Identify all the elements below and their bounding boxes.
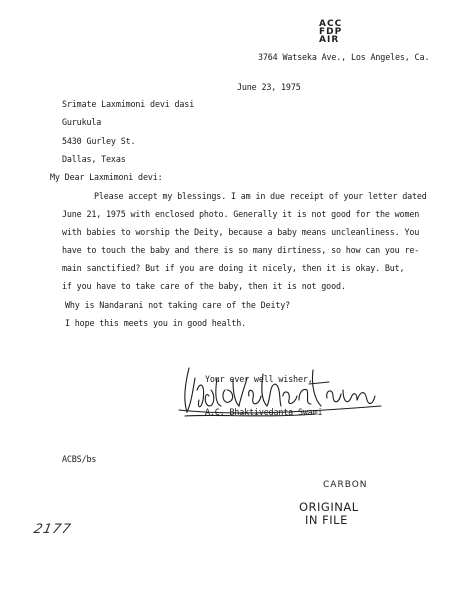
sender-address: 3764 Watseka Ave., Los Angeles, Ca.: [258, 52, 430, 62]
body-line: Why is Nandarani not taking care of the Deity?: [65, 300, 291, 310]
recipient-city: Dallas, Texas: [62, 154, 126, 164]
body-line: with babies to worship the Deity, because a baby means uncleanliness. You: [62, 227, 420, 237]
body-line: Please accept my blessings. I am in due receipt of your letter dated: [94, 191, 427, 201]
body-line: I hope this meets you in good health.: [65, 318, 247, 328]
body-line: if you have to take care of the baby, then it is not good.: [62, 281, 346, 291]
stamp-line-1: ACC: [319, 19, 343, 29]
body-line: main sanctified? But if you are doing it nicely, then it is okay. But,: [62, 263, 405, 273]
recipient-org: Gurukula: [62, 117, 102, 127]
received-stamp: [319, 20, 359, 56]
closing: Your ever well wisher,: [205, 374, 313, 384]
salutation: My Dear Laxmimoni devi:: [50, 172, 163, 182]
stamp-line-3: AIR: [319, 35, 340, 45]
in-file-stamp: IN FILE: [305, 513, 348, 527]
body-line: have to touch the baby and there is so many dirtiness, so how can you re-: [62, 245, 420, 255]
handwritten-number: 2177: [32, 522, 73, 537]
stamp-line-2: FDP: [319, 27, 343, 37]
body-line: June 21, 1975 with enclosed photo. Generally it is not good for the women: [62, 209, 420, 219]
recipient-street: 5430 Gurley St.: [62, 136, 136, 146]
typist-initials: ACBS/bs: [62, 454, 97, 464]
letter-date: June 23, 1975: [237, 82, 301, 92]
recipient-name: Srimate Laxmimoni devi dasi: [62, 99, 195, 109]
original-stamp: ORIGINAL: [299, 500, 359, 514]
signature-name: A.C. Bhaktivedanta Swami: [205, 407, 323, 417]
carbon-stamp: CARBON: [323, 480, 368, 490]
